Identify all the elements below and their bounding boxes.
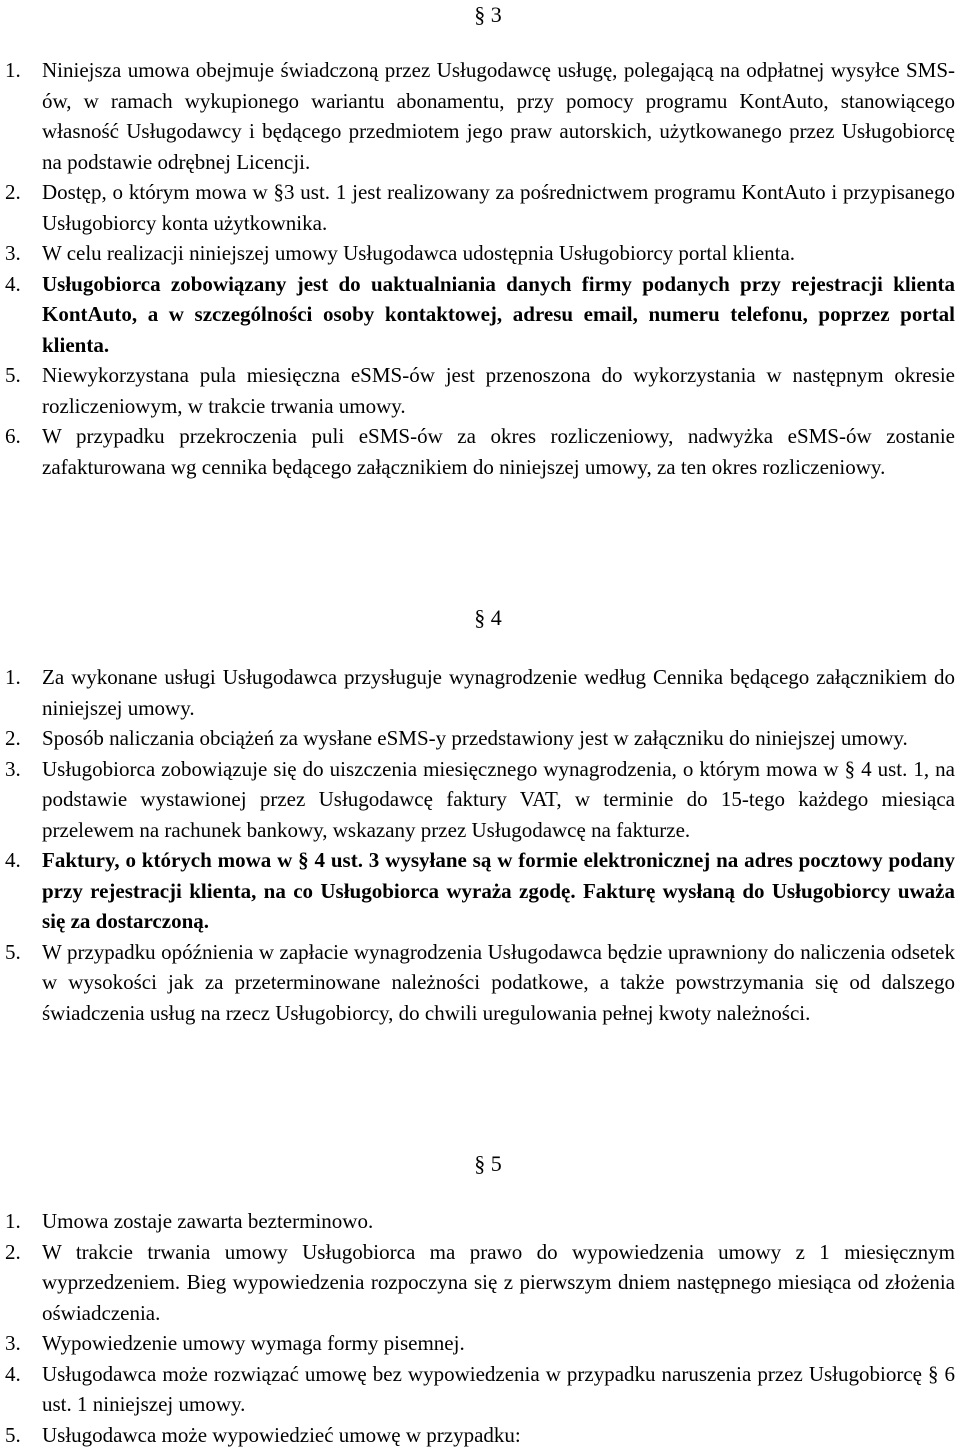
clause-3-2: [5, 177, 955, 238]
clause-number: 1.: [5, 55, 42, 177]
clause-text: Niewykorzystana pula miesięczna eSMS-ów jest przenoszona do wykorzystania w następnym okresie rozliczeniowym, w trakcie trwania umowy.: [42, 360, 955, 421]
clause-4-1: [5, 662, 955, 723]
clause-5-1: [5, 1206, 955, 1237]
clause-3-5: [5, 360, 955, 421]
section-3-clauses: [5, 55, 955, 482]
clause-text: Usługodawca może wypowiedzieć umowę w przypadku:: [42, 1420, 955, 1450]
clause-text: Sposób naliczania obciążeń za wysłane eSMS-y przedstawiony jest w załączniku do niniejszej umowy.: [42, 723, 955, 754]
section-4-clauses: [5, 662, 955, 1028]
clause-text: W celu realizacji niniejszej umowy Usługodawca udostępnia Usługobiorcy portal klienta.: [42, 238, 955, 269]
clause-4-5: [5, 937, 955, 1029]
clause-text: Wypowiedzenie umowy wymaga formy pisemnej.: [42, 1328, 955, 1359]
clause-number: 2.: [5, 177, 42, 238]
clause-number: 4.: [5, 269, 42, 361]
clause-5-3: [5, 1328, 955, 1359]
clause-text: Usługodawca może rozwiązać umowę bez wypowiedzenia w przypadku naruszenia przez Usługobiorcę § 6 ust. 1 niniejszej umowy.: [42, 1359, 955, 1420]
clause-text: Za wykonane usługi Usługodawca przysługuje wynagrodzenie według Cennika będącego załącznikiem do niniejszej umowy.: [42, 662, 955, 723]
clause-5-4: [5, 1359, 955, 1420]
section-heading-5: § 5: [0, 1150, 960, 1178]
clause-number: 6.: [5, 421, 42, 482]
clause-number: 2.: [5, 723, 42, 754]
clause-number: 1.: [5, 1206, 42, 1237]
clause-number: 3.: [5, 238, 42, 269]
clause-number: 4.: [5, 845, 42, 937]
clause-number: 5.: [5, 1420, 42, 1450]
clause-3-1: [5, 55, 955, 177]
clause-number: 4.: [5, 1359, 42, 1420]
clause-3-6: [5, 421, 955, 482]
clause-number: 1.: [5, 662, 42, 723]
clause-text-bold: Faktury, o których mowa w § 4 ust. 3 wysyłane są w formie elektronicznej na adres pocztowy podany przy rejestracji klienta, na co Usługobiorca wyraża zgodę. Fakturę wysłaną do Usługobiorcy uważa się za dostarczoną.: [42, 845, 955, 937]
clause-number: 5.: [5, 937, 42, 1029]
section-heading-4: § 4: [0, 604, 960, 632]
clause-text: W trakcie trwania umowy Usługobiorca ma prawo do wypowiedzenia umowy z 1 miesięcznym wyprzedzeniem. Bieg wypowiedzenia rozpoczyna się z pierwszym dniem następnego miesiąca od złożenia oświadczenia.: [42, 1237, 955, 1329]
clause-text-bold: Usługobiorca zobowiązany jest do uaktualniania danych firmy podanych przy rejestracji klienta KontAuto, a w szczególności osoby kontaktowej, adresu email, numeru telefonu, poprzez portal klienta.: [42, 269, 955, 361]
clause-text: W przypadku przekroczenia puli eSMS-ów za okres rozliczeniowy, nadwyżka eSMS-ów zostanie zafakturowana wg cennika będącego załącznikiem do niniejszej umowy, za ten okres rozliczeniowy.: [42, 421, 955, 482]
clause-4-2: [5, 723, 955, 754]
clause-4-3: [5, 754, 955, 846]
clause-text: W przypadku opóźnienia w zapłacie wynagrodzenia Usługodawca będzie uprawniony do naliczenia odsetek w wysokości jak za przeterminowane należności podatkowe, a także powstrzymania się od dalszego świadczenia usług na rzecz Usługobiorcy, do chwili uregulowania pełnej kwoty należności.: [42, 937, 955, 1029]
clause-number: 3.: [5, 754, 42, 846]
clause-text: Niniejsza umowa obejmuje świadczoną przez Usługodawcę usługę, polegającą na odpłatnej wysyłce SMS-ów, w ramach wykupionego wariantu abonamentu, przy pomocy programu KontAuto, stanowiącego własność Usługodawcy i będącego przedmiotem jego praw autorskich, użytkowanego przez Usługobiorcę na podstawie odrębnej Licencji.: [42, 55, 955, 177]
clause-4-4: [5, 845, 955, 937]
section-5-clauses: [5, 1206, 955, 1450]
clause-number: 5.: [5, 360, 42, 421]
clause-text: Umowa zostaje zawarta bezterminowo.: [42, 1206, 955, 1237]
clause-3-4: [5, 269, 955, 361]
clause-text: Dostęp, o którym mowa w §3 ust. 1 jest realizowany za pośrednictwem programu KontAuto i przypisanego Usługobiorcy konta użytkownika.: [42, 177, 955, 238]
clause-text: Usługobiorca zobowiązuje się do uiszczenia miesięcznego wynagrodzenia, o którym mowa w § 4 ust. 1, na podstawie wystawionej przez Usługodawcę faktury VAT, w terminie do 15-tego każdego miesiąca przelewem na rachunek bankowy, wskazany przez Usługodawcę na fakturze.: [42, 754, 955, 846]
clause-3-3: [5, 238, 955, 269]
clause-number: 3.: [5, 1328, 42, 1359]
clause-number: 2.: [5, 1237, 42, 1329]
section-heading-3: § 3: [0, 1, 960, 29]
clause-5-5: [5, 1420, 955, 1450]
clause-5-2: [5, 1237, 955, 1329]
